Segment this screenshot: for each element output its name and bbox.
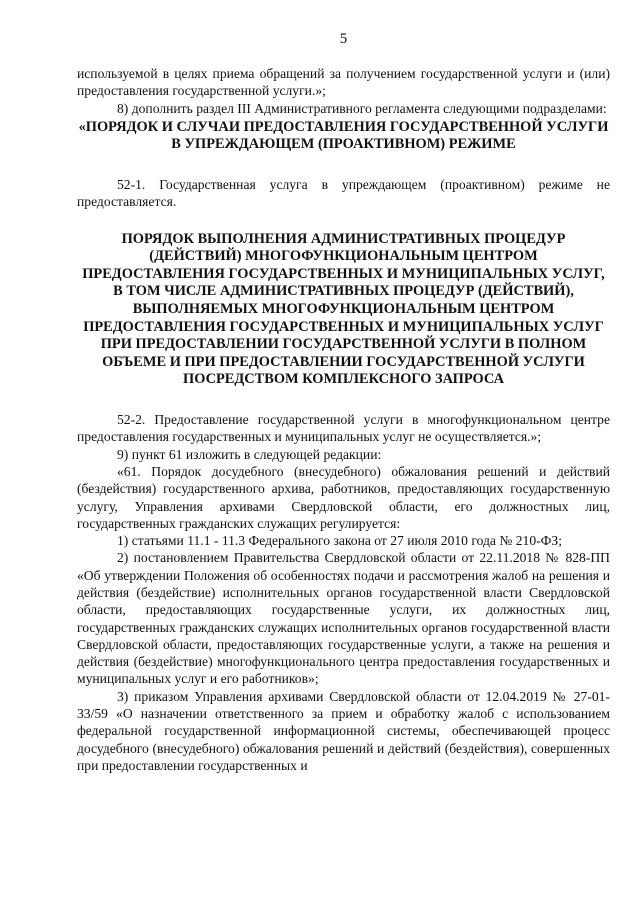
paragraph-61: «61. Порядок досудебного (внесудебного) обжалования решений и действий (бездействия) государственного архива, работников, предоставляющих государственную услугу, Управления архивами Свердловской области, его должностных лиц, государственных гражданских служащих регулируется: [77, 463, 610, 531]
paragraph-52-1: 52-1. Государственная услуга в упреждающем (проактивном) режиме не предоставляется. [77, 177, 610, 210]
paragraph-continuation: используемой в целях приема обращений за получением государственной услуги и (или) предоставления государственной услуги.»; [77, 66, 610, 99]
section-heading-proactive: «ПОРЯДОК И СЛУЧАИ ПРЕДОСТАВЛЕНИЯ ГОСУДАРСТВЕННОЙ УСЛУГИ В УПРЕЖДАЮЩЕМ (ПРОАКТИВНОМ) РЕЖИМЕ [78, 118, 609, 153]
paragraph-item-8: 8) дополнить раздел III Административного регламента следующими подразделами: [117, 100, 607, 116]
spacer [77, 389, 610, 411]
list-item-3: 3) приказом Управления архивами Свердловской области от 12.04.2019 № 27-01-33/59 «О назначении ответственного за прием и обработку жалоб с использованием федеральной государственной информационной системы, обеспечивающей процесс досудебного (внесудебного) обжалования решений и действий (бездействия), совершенных при предоставлении государственных и [77, 688, 610, 773]
paragraph-52-2: 52-2. Предоставление государственной услуги в многофункциональном центре предоставления государственных и муниципальных услуг не осуществляется.»; [77, 412, 610, 445]
list-item-2: 2) постановлением Правительства Свердловской области от 22.11.2018 № 828-ПП «Об утверждении Положения об особенностях подачи и рассмотрения жалоб на решения и действия (бездействие) исполнительных органов государственной власти Свердловской области, предоставляющих государственные услуги, их должностных лиц, государственных гражданских служащих исполнительных органов государственной власти Свердловской области, предоставляющих государственные услуги, а также на решения и действия (бездействие) многофункционального центра предоставления государственных и муниципальных услуг и его работников»; [77, 550, 610, 687]
section-heading-mfc: ПОРЯДОК ВЫПОЛНЕНИЯ АДМИНИСТРАТИВНЫХ ПРОЦЕДУР (ДЕЙСТВИЙ) МНОГОФУНКЦИОНАЛЬНЫМ ЦЕНТРОМ ПРЕДОСТАВЛЕНИЯ ГОСУДАРСТВЕННЫХ И МУНИЦИПАЛЬНЫХ УСЛУГ, В ТОМ ЧИСЛЕ АДМИНИСТРАТИВНЫХ ПРОЦЕДУР (ДЕЙСТВИЙ), ВЫПОЛНЯЕМЫХ МНОГОФУНКЦИОНАЛЬНЫМ ЦЕНТРОМ ПРЕДОСТАВЛЕНИЯ ГОСУДАРСТВЕННЫХ И МУНИЦИПАЛЬНЫХ УСЛУГ ПРИ ПРЕДОСТАВЛЕНИИ ГОСУДАРСТВЕННОЙ УСЛУГИ В ПОЛНОМ ОБЪЕМЕ И ПРИ ПРЕДОСТАВЛЕНИИ ГОСУДАРСТВЕННОЙ УСЛУГИ ПОСРЕДСТВОМ КОМПЛЕКСНОГО ЗАПРОСА [82, 230, 605, 388]
spacer [77, 211, 610, 231]
page-number: 5 [339, 31, 348, 47]
list-item-1: 1) статьями 11.1 - 11.3 Федерального закона от 27 июля 2010 года № 210-ФЗ; [117, 533, 562, 549]
paragraph-item-9: 9) пункт 61 изложить в следующей редакции: [117, 446, 382, 462]
spacer [77, 154, 610, 176]
